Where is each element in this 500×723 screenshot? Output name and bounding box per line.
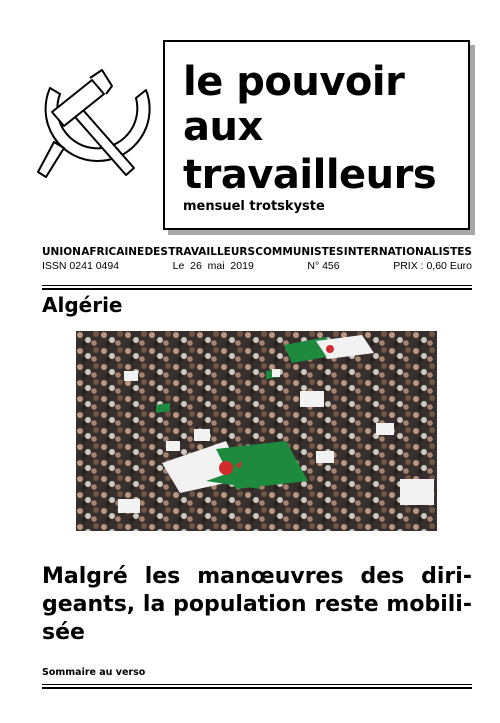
hammer-and-sickle-logo xyxy=(30,60,162,190)
sommaire-note: Sommaire au verso xyxy=(42,667,146,678)
headline xyxy=(42,563,472,647)
org-word: DES xyxy=(144,246,168,258)
divider xyxy=(42,288,472,290)
headline-line xyxy=(42,563,472,591)
headline-word: manœuvres xyxy=(197,564,344,589)
protest-crowd-photo xyxy=(76,331,437,531)
masthead xyxy=(163,40,470,230)
masthead-subtitle: mensuel trotskyste xyxy=(183,199,325,214)
headline-word: diri- xyxy=(421,564,472,589)
title-line-3: travailleurs xyxy=(183,152,437,198)
section-title: Algérie xyxy=(42,293,123,317)
divider xyxy=(42,684,472,685)
headline-word: population xyxy=(173,592,307,617)
issue-info xyxy=(42,260,472,272)
org-word: AFRICAINE xyxy=(81,246,145,258)
divider xyxy=(42,687,472,689)
org-word: COMMUNISTES xyxy=(255,246,344,258)
issue-date: Le 26 mai 2019 xyxy=(172,260,254,272)
headline-word: reste xyxy=(314,592,379,617)
headline-word: Malgré xyxy=(42,564,128,589)
org-word: TRAVAILLEURS xyxy=(168,246,256,258)
divider xyxy=(42,285,472,286)
headline-word: les xyxy=(144,564,181,589)
issue-price: PRIX : 0,60 Euro xyxy=(393,260,472,272)
title-line-1: le pouvoir xyxy=(183,59,405,105)
org-word: UNION xyxy=(42,246,81,258)
title-line-2: aux xyxy=(183,104,263,150)
headline-word: des xyxy=(360,564,405,589)
org-word: INTERNATIONALISTES xyxy=(343,246,472,258)
issue-number: N° 456 xyxy=(307,260,340,272)
headline-word: mobili- xyxy=(386,592,472,617)
headline-line: sée xyxy=(42,620,85,645)
headline-line xyxy=(42,591,472,619)
issn: ISSN 0241 0494 xyxy=(42,260,120,272)
organization-name xyxy=(42,246,472,258)
headline-word: la xyxy=(142,592,166,617)
headline-word: geants, xyxy=(42,592,136,617)
